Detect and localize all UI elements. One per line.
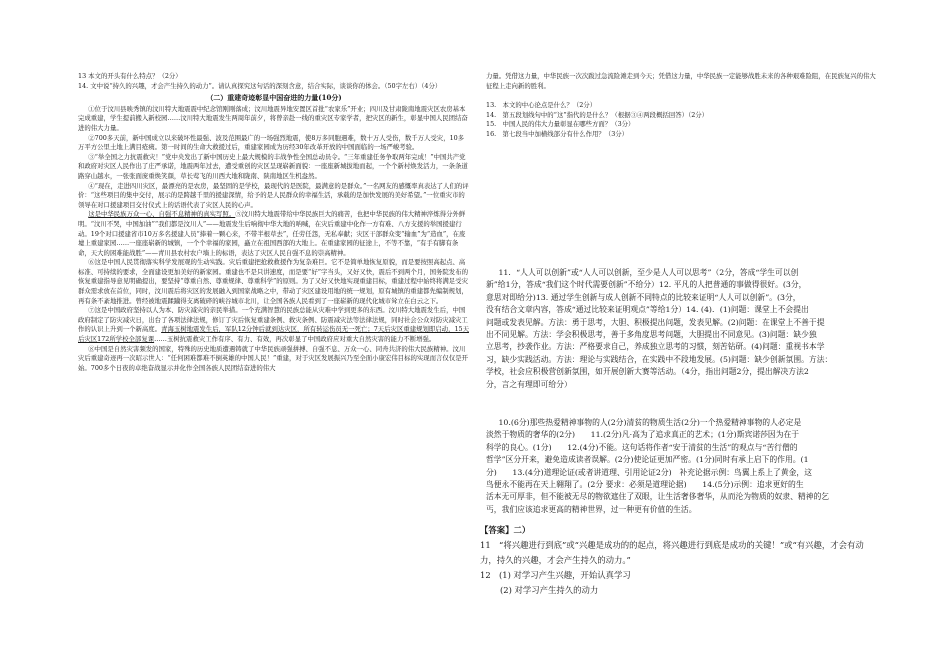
article-continuation: 力量。凭借这力量，中华民族一次次跋过急流险滩走到今天；凭借这力量，中华民族一定能够战胜未来的各种艰难险阻，在民族复兴的伟大征程上走向新的胜利。 bbox=[486, 72, 876, 90]
answer-block-3 bbox=[480, 523, 880, 598]
answer-line: 鸟便永不能再在天上翱翔了。(2分 要求：必须是道理论据) 14.(5分)示例：追求更好的生 bbox=[486, 480, 804, 490]
article-paragraph-3: ③“举全国之力抗震救灾！”党中央发出了新中国历史上最大规模的丰战争性全国总动员令。“三年重建任务争取两年完成！”中国共产党和政府对灾区人民作出了庄严承诺，地震两年过去，遭受重创的灾区呈现崭新面貌：一座座新城拔地而起，一个个新村焕发活力，一条条道路穿山越水，一张张面庞重焕笑颜，草长莺飞的川西大地和陇南、陕南地区生机盎然。 bbox=[78, 152, 468, 180]
answer-line: 习，缺少实践活动。方法：理论与实践结合，在实践中不段地发展。(5)问题：缺少创新氛围。方法： bbox=[486, 354, 833, 364]
underlined-sentence-5: 这是中华民族万众一心、自强不息精神的真实写照。 bbox=[88, 210, 236, 219]
answer-line: 科学的良心。(1分) 12.(4分)不能。这句话将作者“安于清贫的生活”的观点与“苦行僧的 bbox=[486, 442, 798, 452]
section-title: （二）重建奇迹彰显中国奋进的力量(10分) bbox=[206, 93, 342, 103]
article-paragraph-8: ⑧中国是自然灾害频发的国家，特殊的历史地质遭遇铸就了中华民族顽强拼搏、自强不息、万众一心、同舟共济的伟大民族精神。汶川灾后重建奇迹再一次昭示世人：“任何困难都难不倒英雄的中国人民！”重建，对于灾区发展振兴乃至全面小康宏伟目标的实现而言仅仅是开始。700多个日夜的卓绝奋战显示并化作全国各族人民团结奋进的伟大 bbox=[78, 344, 468, 372]
answer-line: 11．“人人可以创新”或“人人可以创新，至少是人人可以思考”（2分，答成“学生可以创 bbox=[498, 268, 799, 277]
left-column bbox=[78, 72, 470, 373]
answer-line: 学校，社会应积极营创新氛围，如开展创新大赛等活动。（4分，指出问题2分，提出解决方法2 bbox=[486, 367, 809, 377]
article-paragraph-1: ①位于汶川县映秀镇的汶川特大地震震中纪念馆刚刚落成；汶川地震异地安置区首批“农家乐”开业；四川及甘肃陇南地震灾区农房基本完成重建，学生提前搬入新校园……汶川特大地震发生两周年前夕，将曾亲赴一线的重灾区专家学者，把灾区的新生，彰显中国人民团结奋进的伟大力量。 bbox=[78, 104, 468, 132]
paragraph-5-body: ⑤汶川特大地震带给中华民族巨大的痛苦，也把中华民族的伟大精神淬炼得分外鲜明。“汶川不哭，中国加油”“我们都是汶川人”——地震发生后响彻中华大地的呐喊，在灾后重建中化作一方有难、八方支援的举国援建行动。19个对口援建省市10万多名援建人员“捧着一颗心来，不带半根草去”，任劳任怨，无私奉献；灾区干部群众变“输血”为“造血”，在废墟上重建家园……一座座崭新的城镇，一个个幸福的家园，矗立在祖国西部的大地上。在重建家园的征途上，不等不靠，“有手有脚有条命，天大的困难能战胜”——青川县农村农户墙上的标语，表达了灾区人民自强不息的崇高精神。 bbox=[78, 210, 466, 257]
article-paragraph-2: ②700多天前，新中国成立以来破坏性最强、波及范围最广的一场强烈地震，使8万多同胞遇难，数十万人受伤，数千万人受灾，10多万平方公里土地上满目疮痍。第一时间的生命大救援过后，重建家园成为历经30年改革开放的中国面临的一场严峻考验。 bbox=[78, 133, 465, 152]
answer-line: 分，言之有理即可给分） bbox=[486, 379, 572, 389]
answer-line: 丐，我们应该追求更高的精神世界，过一种更有价值的生活。 bbox=[486, 504, 697, 514]
article-paragraph-6: ⑥这是中国人民贯彻落实科学发展观的生动实践。灾后重建把抢救救援作为复杂难巨。它不是简单地恢复原貌，而是要按照高起点、高标准、可持续的要求，全面建设更加美好的新家园。重建也不是只讲速度，而是要“好”字当头，又好又快，震后不到两个月，国务院发布的恢复重建指导意见明确提出，要坚持“尊重自然、尊重规律、尊重科学”的原则。为了又好又快地实现重建目标，重建过程中始终将满足受灾群众需求放在首位，同时，汶川震后将灾区的发展融入到国家战略之中，带动了灾区建设用地的统一规划，原有城镇的重建都先编制规划，再有条不紊地推进。曾经被地震蹂躏得支离破碎的峡谷城市北川，让全国各族人民看到了一座崭新的现代化城市耸立在白云之下。 bbox=[78, 258, 468, 305]
answer-line: 哲学”区分开来，避免造成读者误解。(2分)使论证更加严密。(1分)同时有承上启下的作用。(1 bbox=[486, 455, 809, 465]
question-14: 14. 文中说“持久的兴趣，才会产生持久的动力”。请认真探究这句话的深刻含意，结合实际，谈谈你的体会。（50字左右）（4分） bbox=[78, 81, 442, 90]
answer-12: 12 (1) 对学习产生兴趣，开始认真学习 bbox=[480, 570, 631, 580]
paragraph-7-tail: ……玉树抗震救灾工作有序、有力、有效，再次彰显了中国政府应对重大自然灾害的能力不断增强。 bbox=[154, 335, 436, 344]
answer-line: 问题或发表见解。方法：勇于思考，大胆、积极提出问题，发表见解。(2)问题：在课堂上不善于提 bbox=[486, 317, 825, 327]
answer-line: 没有结合文章内容，答成“通过比较来证明观点”等给1分）14. (4)．(1)问题：课堂上不会提出 bbox=[486, 305, 809, 315]
answer-line: 新”给1分，答成“我们这个时代需要创新”不给分）12. 平凡的人把普通的事做得很好。(3分， bbox=[486, 280, 807, 290]
question-r13: 13. 本文的中心论点是什么？（2分） bbox=[486, 101, 597, 110]
answer-block-1 bbox=[486, 267, 880, 391]
question-13: 13 本文的开头有什么特点？（2分） bbox=[78, 72, 182, 80]
answer-line: 分) 13.(4分)道理论证(或者讲道理、引用论证2分) 补充论据示例：鸟翼上系上了黄金，这 bbox=[486, 467, 813, 477]
answer-line: 10.(6分)那些热爱精神事物的人(2分)清贫的物质生活(2分)一个热爱精神事物的人必定是 bbox=[498, 418, 802, 427]
answer-11: 11 “将兴趣进行到底”或“兴趣是成功的的起点，将兴趣进行到底是成功的关键！”或“有兴趣，才会有动力，持久的兴趣，才会产生持久的动力。” bbox=[480, 540, 864, 565]
answer-line: 活本无可厚非，但不能被无尽的物欲遮住了双眼，让生活奢侈奢华，从而沦为物质的奴隶、精神的乞 bbox=[486, 492, 830, 502]
answer-line: 立思考，抄袭作业。方法：严格要求自己，养成独立思考的习惯，刻苦钻研。(4)问题：重视书本学 bbox=[486, 342, 825, 352]
answer-12b: (2) 对学习产生持久的动力 bbox=[500, 585, 599, 595]
answer-line: 淡然于物质的奢华的(2分) 11.(2分)凡·高为了追求真正的艺术；(1分)斯宾诺莎因为在于 bbox=[486, 430, 800, 440]
answer-header: 【答案】二） bbox=[480, 525, 531, 535]
paragraph-7-intro: ⑦这是中国政府坚持以人为本、防灾减灾的亲民举措。一个充满智慧的民族总能从灾难中学到更多的东西。汶川特大地震发生后，中国政府制定了防灾减灾日，出台了各项法律法规，修订了灾后恢复重建条例、救灾条例、防震减灾法等法律法规，同时社会公众对防灾减灾工作的认识上升到一个新高度。 bbox=[78, 306, 468, 334]
question-r16: 16. 第七段当中加横线部分有什么作用？（3分） bbox=[486, 129, 629, 138]
answer-line: 出不同见解。方法：学会积极思考，善于多角度思考问题，大胆提出不同意见。(3)问题：缺少独 bbox=[486, 330, 817, 340]
underlined-sentence-7: 青海玉树地震发生后，军队12分钟后就到达灾区，所有转运伤员无一死亡；7天后灾区重建规划即启动，15天后灾区172所学校全部复课 bbox=[78, 325, 469, 344]
answer-line: 意思对即给分)13. 通过学生创新与成人创新不同特点的比较来证明“人人可以创新”。(3分， bbox=[486, 292, 801, 302]
article-paragraph-7 bbox=[78, 306, 470, 344]
question-r15: 15. 中国人民的伟大力量彰显在哪些方面？（3分） bbox=[486, 120, 635, 129]
right-column-questions bbox=[486, 72, 880, 140]
article-paragraph-4: ④“现在，走进四川灾区，最漂亮的是农房，最坚固的是学校，最现代的是医院，最满意的是群众。”一名网友的感慨率真表达了人们的评价：“这些项目的集中交付，展示的是跨越千里的援建深情，给予的是人民群众的幸福生活，承载的是加快发展的美好希望。”一位重灾市的领导在对口援建项目交付仪式上的话语代表了灾区人民的心声。 bbox=[78, 181, 469, 209]
question-r14: 14. 第五段划线句中的“这”指代的是什么？（根据③④两段概括回答）（2分） bbox=[486, 110, 709, 119]
article-paragraph-5 bbox=[78, 210, 470, 258]
answer-block-2 bbox=[486, 417, 880, 516]
